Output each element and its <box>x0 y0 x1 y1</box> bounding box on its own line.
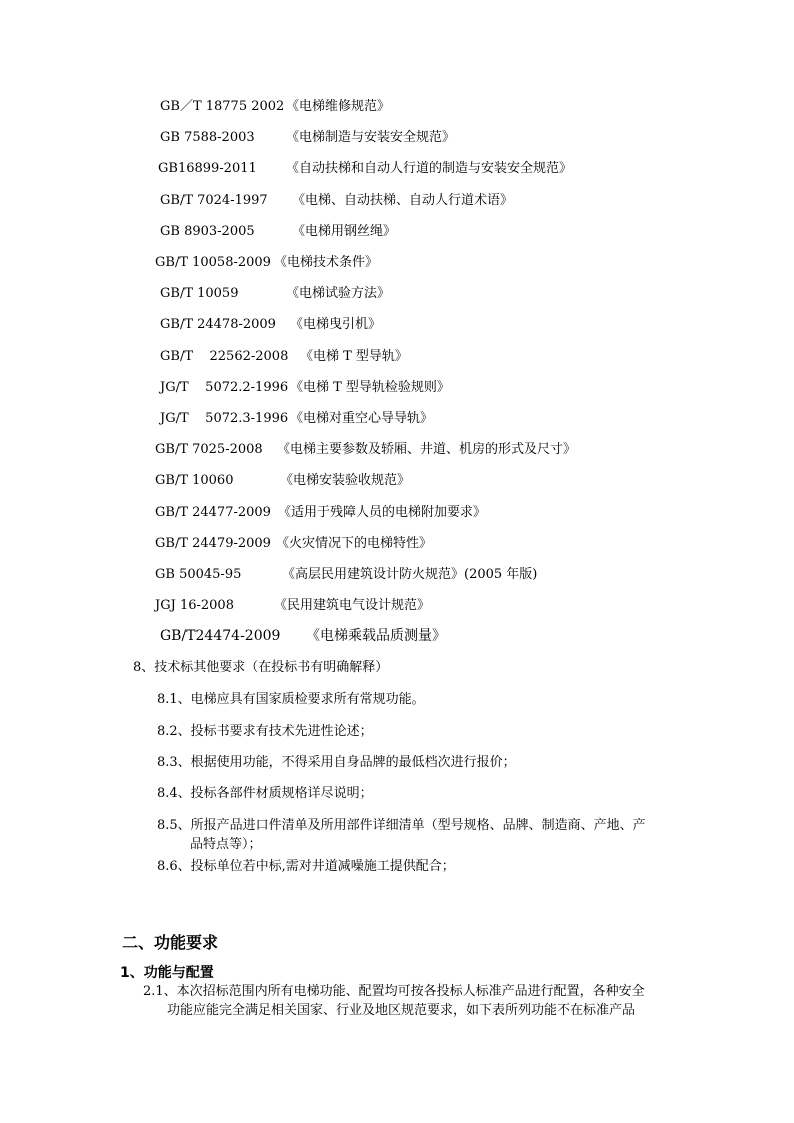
section-8-item-continuation: 品特点等）； <box>190 837 262 852</box>
standard-code: GB/T 7024-1997 <box>160 193 268 208</box>
section-8-item: 8.5、所报产品进口件清单及所用部件详细清单（型号规格、品牌、制造商、产地、产 <box>157 818 646 833</box>
paragraph-line: 功能应能完全满足相关国家、行业及地区规范要求，如下表所列功能不在标准产品 <box>167 1003 636 1018</box>
section-8-item: 8.2、投标书要求有技术先进性论述； <box>157 724 373 739</box>
sub-heading: 1、功能与配置 <box>120 965 214 981</box>
standard-title: 《火灾情况下的电梯特性》 <box>276 536 433 551</box>
standard-code: GB16899-2011 <box>158 161 257 176</box>
standard-code: GB 50045-95 <box>155 567 242 582</box>
standard-code: GB/T 24477-2009 <box>155 505 271 520</box>
standard-code: GB 7588-2003 <box>160 130 255 145</box>
standard-title: 《电梯技术条件》 <box>274 255 379 270</box>
standard-title: 《电梯 T 型导轨检验规则》 <box>290 380 450 395</box>
standard-code: GB/T 7025-2008 <box>155 442 263 457</box>
section-8-item: 8.1、电梯应具有国家质检要求所有常规功能。 <box>157 692 425 707</box>
standard-code: GB/T 10060 <box>155 473 234 488</box>
standard-title: 《电梯制造与安装安全规范》 <box>286 130 456 145</box>
standard-title: 《电梯曳引机》 <box>290 317 382 332</box>
section-8-heading: 8、技术标其他要求（在投标书有明确解释） <box>133 660 389 675</box>
section-8-item: 8.6、投标单位若中标,需对井道减噪施工提供配合； <box>157 859 455 874</box>
standard-title: 《电梯试验方法》 <box>286 286 391 301</box>
standard-title: 《电梯主要参数及轿厢、井道、机房的形式及尺寸》 <box>277 442 577 457</box>
standard-title: 《电梯用钢丝绳》 <box>292 224 397 239</box>
standard-title: 《电梯对重空心导导轨》 <box>290 411 434 426</box>
section-8-item: 8.3、根据使用功能，不得采用自身品牌的最低档次进行报价； <box>157 755 516 770</box>
standard-code: GB/T24474-2009 <box>160 628 281 644</box>
standard-title: 《电梯、自动扶梯、自动人行道术语》 <box>292 193 514 208</box>
chapter-heading: 二、功能要求 <box>122 933 219 952</box>
paragraph-line: 2.1、本次招标范围内所有电梯功能、配置均可按各投标人标准产品进行配置，各种安全 <box>143 984 645 999</box>
standard-code: GB/T 10058-2009 <box>155 255 271 270</box>
standard-code: GB/T 24478-2009 <box>160 317 276 332</box>
standard-title: 《民用建筑电气设计规范》 <box>274 598 431 613</box>
standard-title: 《电梯 T 型导轨》 <box>300 349 408 364</box>
standard-code: JGJ 16-2008 <box>155 598 234 613</box>
standard-code: GB／T 18775 2002 <box>160 99 285 114</box>
standard-code: JG/T 5072.3-1996 <box>160 411 289 426</box>
standard-code: JG/T 5072.2-1996 <box>160 380 289 395</box>
standard-title: 《适用于残障人员的电梯附加要求》 <box>278 505 487 520</box>
section-8-item: 8.4、投标各部件材质规格详尽说明； <box>157 786 373 801</box>
standard-code: GB/T 10059 <box>160 286 239 301</box>
standard-title: 《电梯安装验收规范》 <box>280 473 411 488</box>
standard-title: 《自动扶梯和自动人行道的制造与安装安全规范》 <box>286 161 573 176</box>
standard-title: 《高层民用建筑设计防火规范》(2005 年版) <box>282 567 538 582</box>
standard-code: GB/T 22562-2008 <box>160 349 289 364</box>
standard-code: GB/T 24479-2009 <box>155 536 271 551</box>
standard-code: GB 8903-2005 <box>160 224 255 239</box>
standard-title: 《电梯维修规范》 <box>286 99 391 114</box>
standard-title: 《电梯乘载品质测量》 <box>306 628 446 644</box>
